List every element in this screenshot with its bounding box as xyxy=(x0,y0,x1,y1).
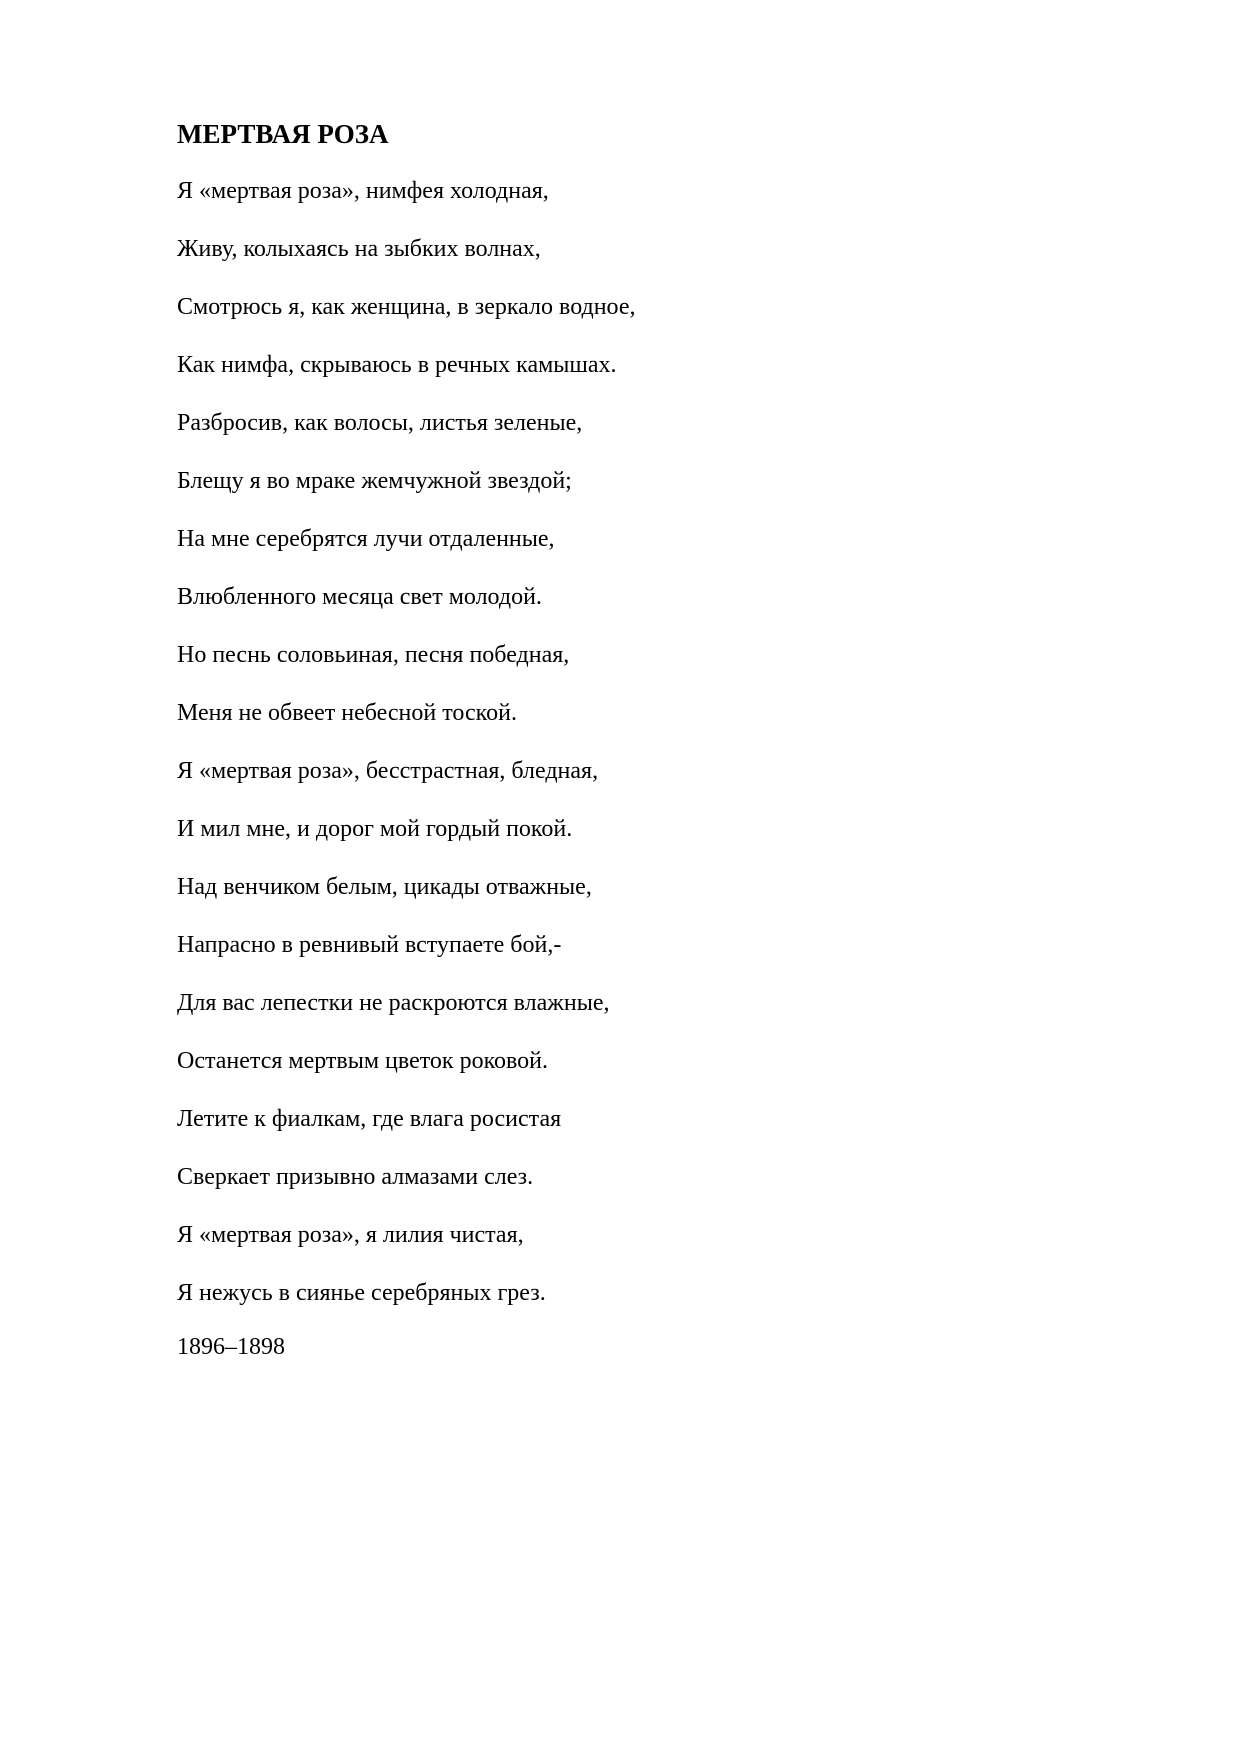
poem-line: Блещу я во мраке жемчужной звездой; xyxy=(177,468,572,494)
poem-line: Над венчиком белым, цикады отважные, xyxy=(177,874,592,900)
poem-line: Живу, колыхаясь на зыбких волнах, xyxy=(177,236,541,262)
poem-body xyxy=(177,176,636,1336)
poem-line: Разбросив, как волосы, листья зеленые, xyxy=(177,410,583,436)
poem-line: Для вас лепестки не раскроются влажные, xyxy=(177,990,610,1016)
poem-line: И мил мне, и дорог мой гордый покой. xyxy=(177,816,573,842)
poem-line: Я «мертвая роза», я лилия чистая, xyxy=(177,1222,524,1248)
poem-date: 1896–1898 xyxy=(177,1334,285,1360)
poem-line: Напрасно в ревнивый вступаете бой,- xyxy=(177,932,562,958)
poem-line: Как нимфа, скрываюсь в речных камышах. xyxy=(177,352,617,378)
poem-line: Останется мертвым цветок роковой. xyxy=(177,1048,549,1074)
poem-line: Смотрюсь я, как женщина, в зеркало водное, xyxy=(177,294,636,320)
poem-line: Я «мертвая роза», бесстрастная, бледная, xyxy=(177,758,599,784)
poem-line: Но песнь соловьиная, песня победная, xyxy=(177,642,570,668)
poem-line: Я «мертвая роза», нимфея холодная, xyxy=(177,178,549,204)
poem-line: Сверкает призывно алмазами слез. xyxy=(177,1164,534,1190)
poem-line: Меня не обвеет небесной тоской. xyxy=(177,700,517,726)
poem-line: На мне серебрятся лучи отдаленные, xyxy=(177,526,555,552)
poem-line: Летите к фиалкам, где влага росистая xyxy=(177,1106,562,1132)
poem-title: МЕРТВАЯ РОЗА xyxy=(177,119,389,149)
poem-line: Влюбленного месяца свет молодой. xyxy=(177,584,542,610)
poem-line: Я нежусь в сиянье серебряных грез. xyxy=(177,1280,546,1306)
